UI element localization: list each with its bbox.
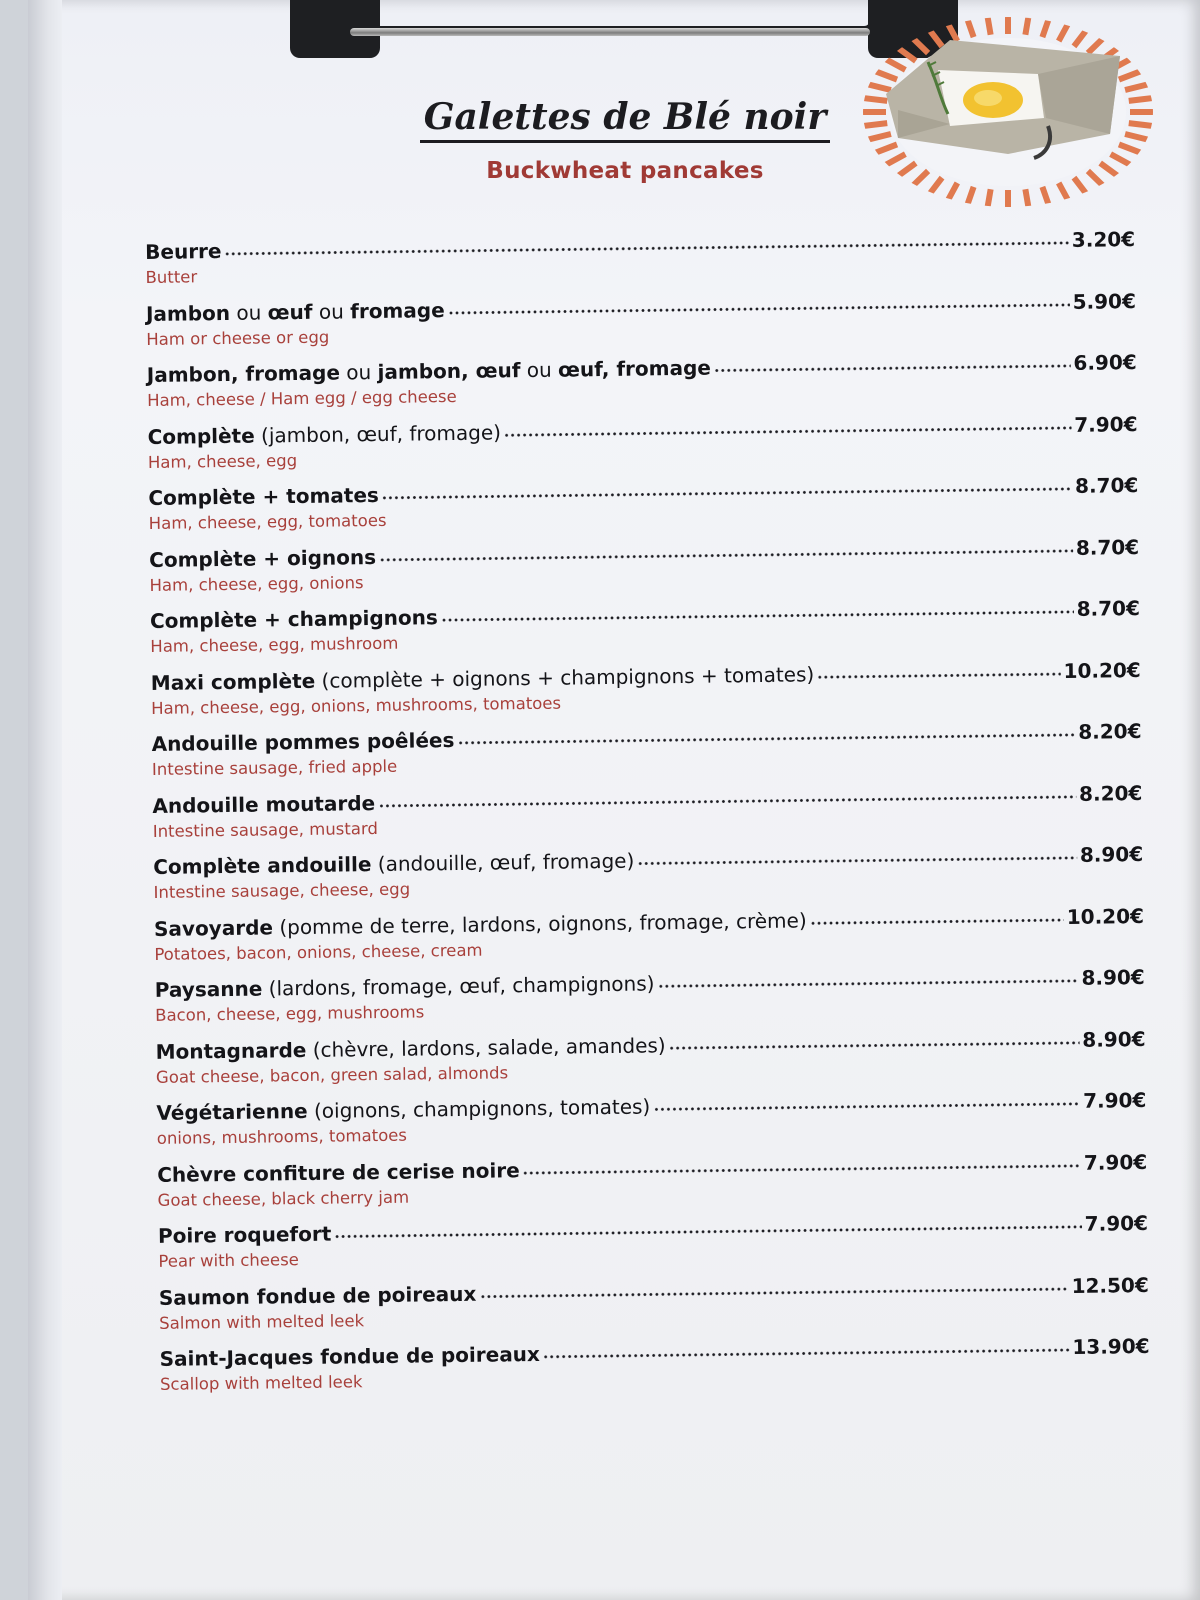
menu-item-english: Ham, cheese, egg, onions — [149, 572, 364, 595]
menu-item-price: 7.90€ — [1082, 1087, 1147, 1113]
menu-item-english: Ham, cheese, egg, tomatoes — [148, 510, 387, 533]
menu-item-price: 10.20€ — [1063, 657, 1141, 683]
dot-leader — [441, 610, 1074, 622]
sun-ray — [1059, 14, 1075, 41]
menu-item-name-detail: (pomme de terre, lardons, oignons, fromage, crème) — [272, 907, 807, 939]
dot-leader — [225, 241, 1069, 256]
menu-item-price: 13.90€ — [1072, 1333, 1150, 1359]
menu-item-name-bold: œuf, fromage — [557, 355, 712, 382]
menu-item-name-bold: Complète + champignons — [149, 605, 438, 633]
clip-metal-bar — [350, 28, 870, 36]
menu-item-name — [150, 603, 438, 635]
menu-item-name-detail: (andouille, œuf, fromage) — [371, 848, 635, 877]
sun-ray — [1042, 187, 1053, 214]
menu-item-price: 8.90€ — [1082, 1026, 1146, 1052]
sun-ray — [985, 14, 990, 35]
menu-item-name — [148, 481, 379, 512]
menu-item-name-bold: Complète + tomates — [148, 482, 380, 510]
dot-leader — [523, 1163, 1081, 1174]
menu-item-english: Bacon, cheese, egg, mushrooms — [155, 1002, 425, 1025]
menu-item-name-bold: Complète andouille — [153, 852, 372, 879]
menu-item-english: Intestine sausage, mustard — [152, 818, 378, 841]
sun-ray — [1125, 81, 1158, 90]
menu-item-name-bold: Maxi complète — [150, 668, 316, 695]
menu-item-name-bold: jambon, œuf — [377, 358, 521, 384]
menu-item-price: 8.70€ — [1075, 534, 1140, 560]
menu-item-name-bold: Andouille moutarde — [152, 790, 376, 818]
dot-leader — [669, 1040, 1080, 1049]
menu-item-name-bold: Poire roquefort — [157, 1221, 332, 1248]
menu-item-name — [159, 1340, 540, 1373]
sun-ray — [1119, 144, 1154, 157]
menu-item-price: 8.70€ — [1076, 596, 1141, 621]
menu-item-english: Intestine sausage, cheese, egg — [153, 879, 411, 902]
sun-ray — [942, 14, 958, 41]
dot-leader — [334, 1225, 1081, 1239]
dot-leader — [714, 364, 1071, 373]
menu-item-name-bold: Paysanne — [154, 976, 263, 1002]
menu-item-name-bold: œuf — [267, 299, 313, 324]
menu-item-english: Butter — [145, 267, 198, 287]
sun-ray — [1042, 14, 1053, 37]
dot-leader — [543, 1348, 1070, 1359]
menu-item-english: Ham, cheese, egg, onions, mushrooms, tomatoes — [151, 693, 562, 718]
menu-item-price: 8.20€ — [1078, 718, 1142, 744]
menu-item-name-bold: Beurre — [145, 239, 222, 264]
menu-item-english: Goat cheese, bacon, green salad, almonds — [155, 1062, 509, 1087]
menu-item-name-bold: Saumon fondue de poireaux — [158, 1281, 477, 1310]
menu-item-english: Goat cheese, black cherry jam — [157, 1187, 410, 1210]
menu-item-price: 8.70€ — [1074, 473, 1139, 498]
menu-item-name — [151, 726, 454, 758]
dot-leader — [379, 548, 1073, 561]
dot-leader — [657, 979, 1078, 989]
menu-item-name — [146, 296, 445, 328]
sun-ray — [1059, 183, 1075, 212]
dot-leader — [378, 794, 1076, 807]
dot-leader — [448, 302, 1070, 314]
menu-item-english: Ham, cheese / Ham egg / egg cheese — [147, 386, 457, 410]
menu-item-price: 8.20€ — [1078, 780, 1143, 806]
menu-item-price: 7.90€ — [1074, 411, 1138, 437]
menu-item-english: Salmon with melted leek — [159, 1310, 365, 1333]
menu-item-price: 8.90€ — [1079, 841, 1144, 867]
sun-ray — [873, 53, 905, 70]
sun-ray — [985, 189, 990, 214]
dot-leader — [817, 672, 1060, 679]
dot-leader — [382, 487, 1072, 500]
menu-item-english: Intestine sausage, fried apple — [151, 756, 398, 779]
sun-ray — [921, 19, 942, 46]
menu-item-name-bold: Complète + oignons — [149, 544, 377, 572]
menu-item-name-bold: Complète — [147, 423, 255, 449]
menu-item-name-bold: Saint-Jacques fondue de poireaux — [159, 1341, 541, 1371]
menu-item-name-bold: Chèvre confiture de cerise noire — [157, 1157, 520, 1187]
menu-item-name-detail: ou — [520, 357, 559, 383]
menu-item-price: 6.90€ — [1073, 350, 1137, 375]
menu-item-name-bold: Andouille pommes poêlées — [151, 727, 455, 756]
menu-item-price: 7.90€ — [1083, 1149, 1148, 1175]
sun-ray — [1119, 66, 1154, 79]
sun-ray — [1088, 29, 1113, 53]
menu-item-name — [149, 543, 376, 574]
sun-ray — [903, 29, 928, 53]
sun-ray — [1025, 189, 1030, 214]
menu-item-name — [152, 789, 375, 820]
sun-ray — [858, 81, 891, 90]
menu-item-name — [147, 418, 501, 451]
menu-item-name-detail: ou — [339, 359, 378, 385]
menu-item-price: 12.50€ — [1071, 1272, 1149, 1298]
menu-item-name-bold: Jambon, fromage — [146, 360, 341, 387]
menu-item-name-bold: Savoyarde — [153, 914, 274, 941]
menu-item-name-detail: (complète + oignons + champignons + tomates) — [315, 661, 815, 693]
dot-leader — [504, 425, 1071, 436]
menu-item-name-detail: ou — [229, 299, 268, 325]
sun-ray — [1074, 19, 1095, 46]
menu-item-english: Ham or cheese or egg — [146, 327, 330, 349]
menu-item-price: 5.90€ — [1072, 288, 1137, 314]
menu-item-name-bold: fromage — [350, 297, 445, 323]
sun-ray — [862, 144, 897, 157]
menu-item-price: 3.20€ — [1071, 227, 1136, 252]
sun-ray — [942, 183, 958, 212]
menu-item — [159, 1332, 1150, 1406]
menu-item-price: 7.90€ — [1084, 1210, 1149, 1236]
menu-item-price: 8.90€ — [1081, 964, 1145, 990]
menu-item-name — [145, 237, 222, 266]
menu-item-name-detail: (jambon, œuf, fromage) — [254, 419, 502, 448]
paper-edge — [28, 0, 62, 1600]
dot-leader — [653, 1102, 1080, 1112]
sun-ray — [887, 40, 916, 61]
menu-item-name — [157, 1156, 520, 1189]
menu-item-english: Scallop with melted leek — [159, 1372, 363, 1394]
sun-ray — [963, 14, 974, 37]
menu-item-english: onions, mushrooms, tomatoes — [156, 1125, 408, 1148]
sun-ray — [1025, 14, 1030, 35]
dot-leader — [479, 1287, 1068, 1299]
sun-ray — [862, 66, 897, 79]
galette-menu-list — [145, 225, 1150, 1406]
menu-item-name-detail: (chèvre, lardons, salade, amandes) — [306, 1032, 666, 1062]
menu-item-english: Potatoes, bacon, onions, cheese, cream — [154, 940, 483, 964]
menu-item-english: Pear with cheese — [158, 1250, 299, 1271]
menu-item-name-detail: (oignons, champignons, tomates) — [307, 1094, 651, 1123]
sun-ray — [963, 187, 974, 214]
menu-item-name-detail: ou — [312, 298, 351, 324]
dot-leader — [457, 733, 1075, 745]
menu-item-name — [159, 1279, 477, 1311]
menu-item-english: Ham, cheese, egg, mushroom — [150, 633, 399, 656]
menu-item-english: Ham, cheese, egg — [147, 450, 298, 472]
dot-leader — [810, 918, 1064, 925]
dot-leader — [637, 856, 1077, 866]
menu-title: Galettes de Blé noir — [0, 96, 1200, 138]
menu-item-name — [158, 1220, 332, 1250]
menu-item-name-bold: Jambon — [145, 300, 231, 326]
menu-item-name-bold: Végétarienne — [156, 1098, 308, 1125]
menu-item-price: 10.20€ — [1066, 903, 1145, 929]
menu-item-name-detail: (lardons, fromage, œuf, champignons) — [262, 971, 655, 1001]
menu-item-name-bold: Montagnarde — [155, 1037, 307, 1064]
menu-subtitle: Buckwheat pancakes — [486, 158, 764, 184]
